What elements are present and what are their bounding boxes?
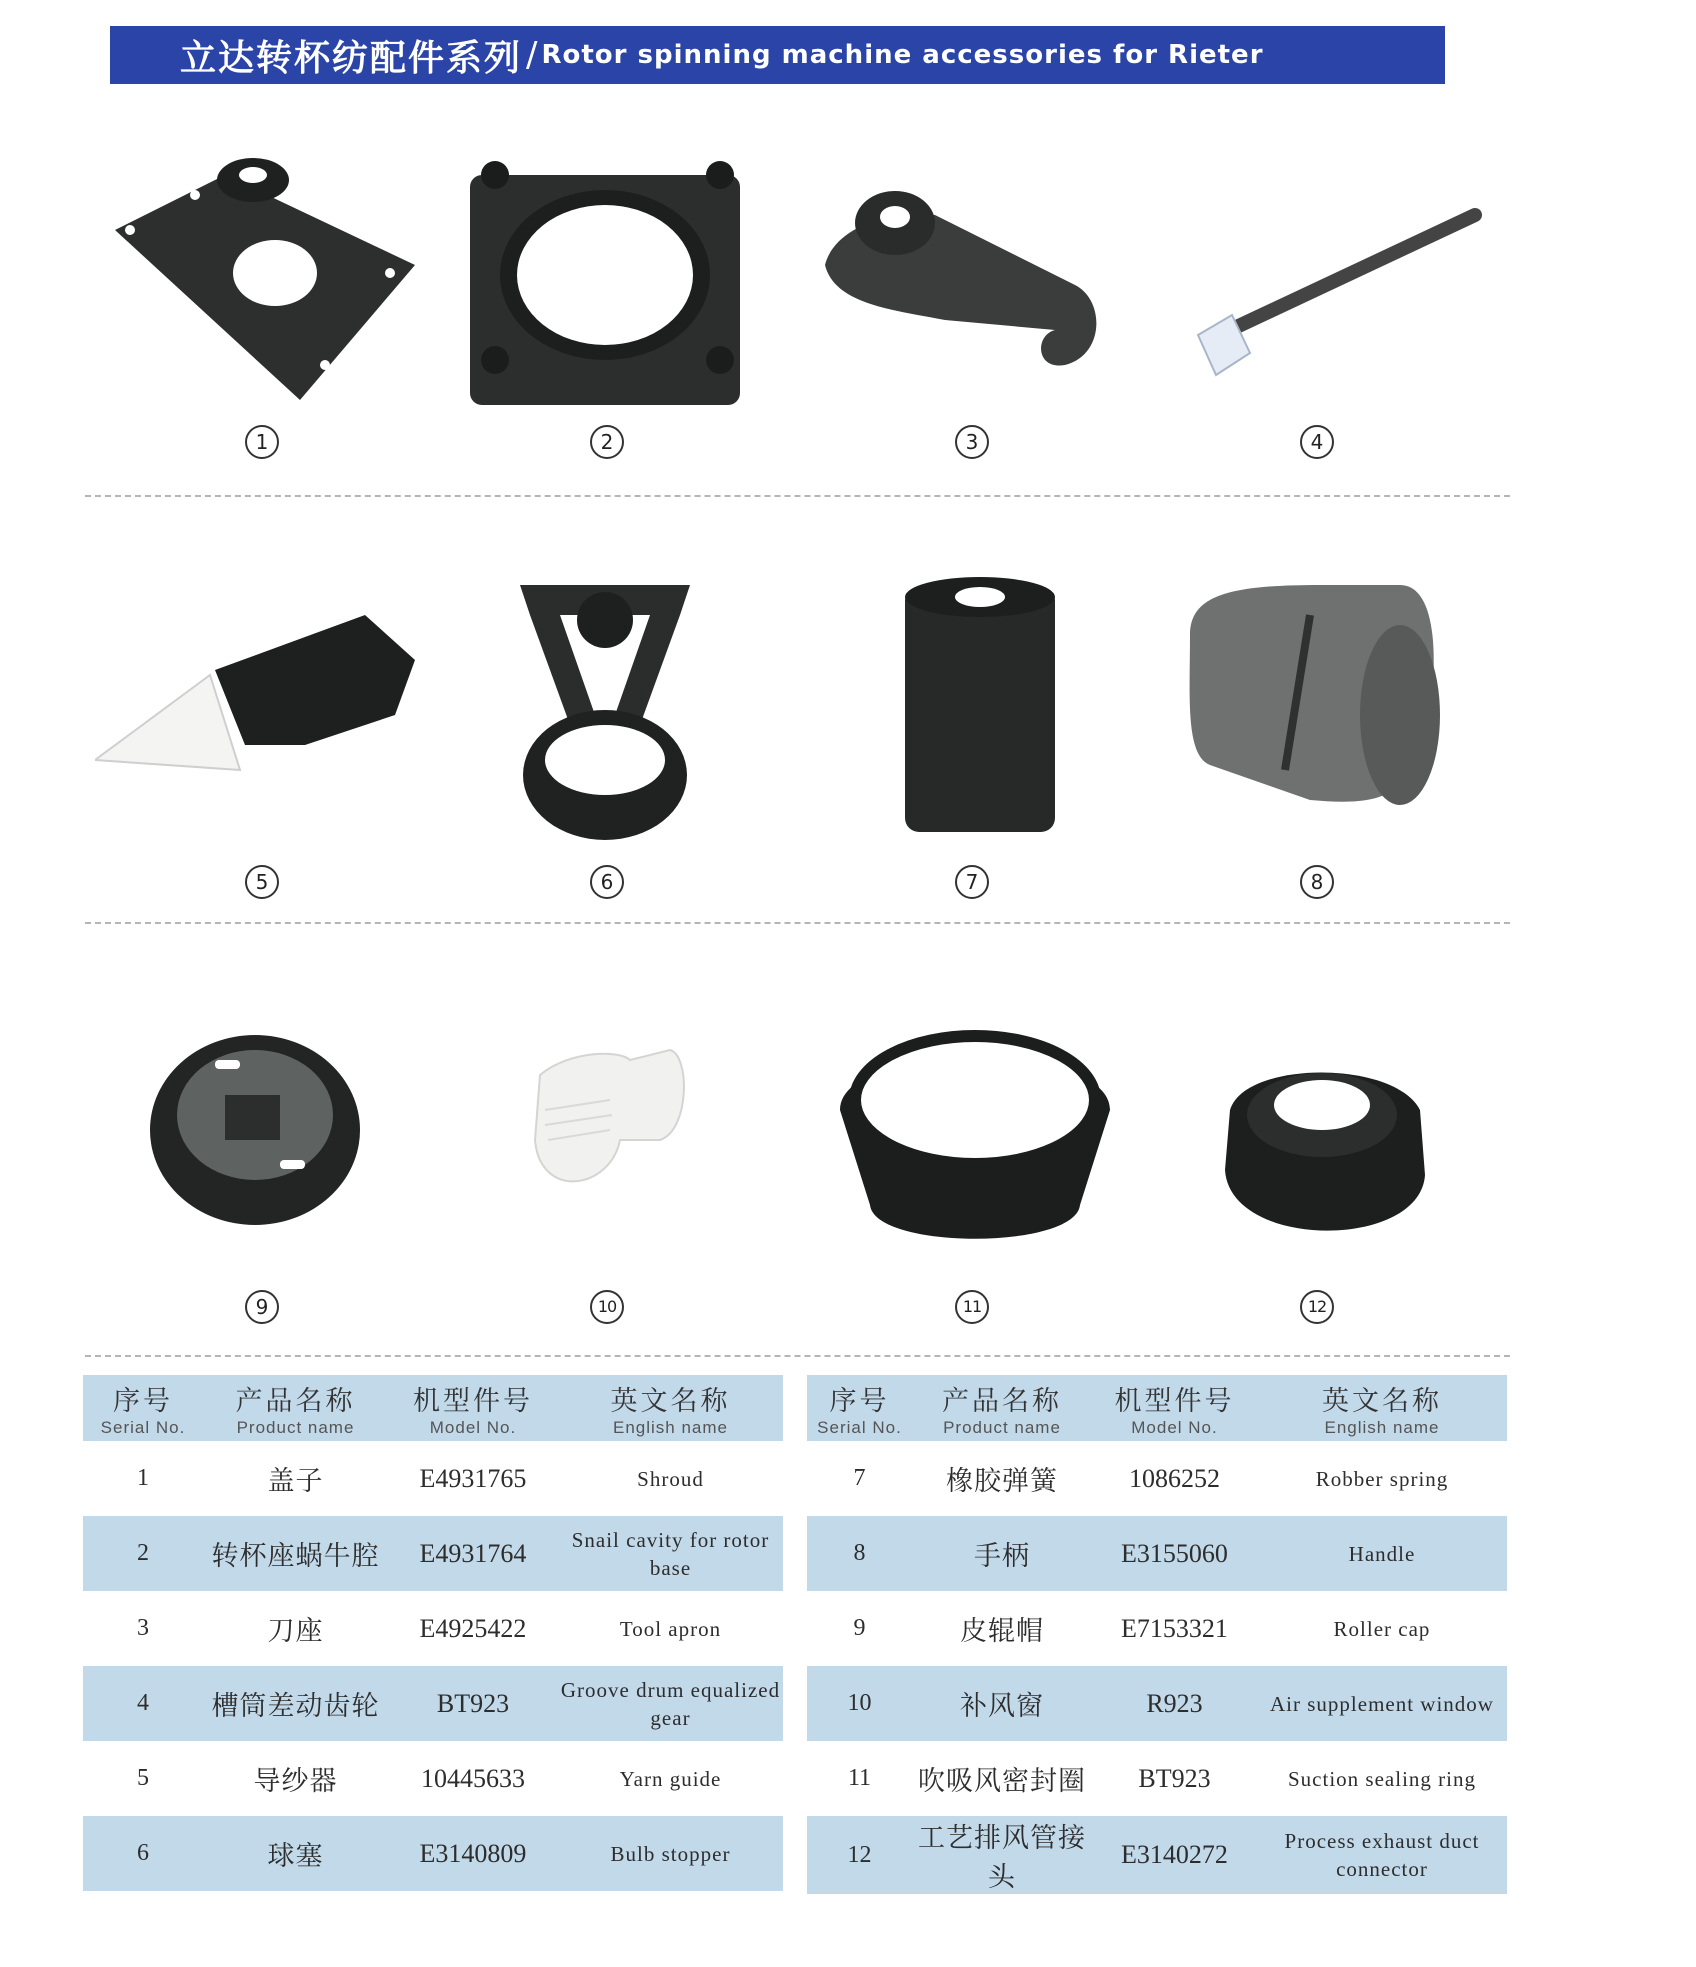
table-row — [807, 1441, 1507, 1516]
cell-serial: 12 — [807, 1816, 912, 1894]
header-model-no: 机型件号 Model No. — [1092, 1375, 1257, 1441]
cell-name-cn: 橡胶弹簧 — [946, 1466, 1058, 1496]
header-english-name: 英文名称 English name — [1257, 1375, 1507, 1441]
product-number-8: 8 — [1300, 865, 1334, 899]
table-row — [807, 1741, 1507, 1816]
cell-model: E3140809 — [388, 1816, 558, 1891]
header-model-no: 机型件号 Model No. — [388, 1375, 558, 1441]
divider-2 — [85, 922, 1510, 924]
cell-name-cn: 皮辊帽 — [960, 1616, 1044, 1646]
cell-serial: 2 — [83, 1516, 203, 1591]
cell-name-en: Snail cavity for rotor base — [558, 1516, 783, 1591]
cell-serial: 8 — [807, 1516, 912, 1591]
product-number-5: 5 — [245, 865, 279, 899]
cell-serial: 3 — [137, 1615, 149, 1641]
table-row — [83, 1516, 783, 1591]
product-3 — [805, 135, 1145, 465]
cell-serial: 10 — [807, 1666, 912, 1741]
parts-table-left — [83, 1375, 783, 1891]
exhaust-duct-connector-image — [1150, 1000, 1490, 1290]
table-row — [83, 1666, 783, 1741]
cell-name-en: Roller cap — [1333, 1616, 1431, 1641]
table-row — [807, 1666, 1507, 1741]
snail-cavity-image — [440, 135, 780, 425]
cell-name-en: Bulb stopper — [558, 1816, 783, 1891]
table-row — [807, 1516, 1507, 1591]
cell-name-cn: 补风窗 — [912, 1666, 1092, 1741]
cell-model: 10445633 — [421, 1763, 525, 1793]
cell-model: E4925422 — [419, 1613, 527, 1643]
parts-table-right — [807, 1375, 1507, 1894]
header-product-name: 产品名称 Product name — [912, 1375, 1092, 1441]
divider-3 — [85, 1355, 1510, 1357]
air-supplement-window-image — [440, 1000, 780, 1290]
cell-name-en: Yarn guide — [619, 1766, 722, 1791]
cell-serial: 9 — [853, 1615, 866, 1641]
product-9 — [95, 1000, 435, 1330]
header-separator: / — [526, 35, 538, 75]
cell-name-en: Air supplement window — [1257, 1666, 1507, 1741]
rubber-spring-image — [805, 575, 1145, 865]
product-7 — [805, 575, 1145, 905]
product-number-6: 6 — [590, 865, 624, 899]
handle-image — [1150, 575, 1490, 865]
product-number-7: 7 — [955, 865, 989, 899]
cell-model: E4931765 — [419, 1463, 527, 1493]
cell-name-cn: 转杯座蜗牛腔 — [203, 1516, 388, 1591]
cell-name-en: Suction sealing ring — [1288, 1766, 1476, 1791]
cell-name-en: Shroud — [637, 1466, 704, 1491]
cell-model: E3155060 — [1092, 1516, 1257, 1591]
product-11 — [805, 1000, 1145, 1330]
product-5 — [95, 575, 435, 905]
cell-name-en: Robber spring — [1315, 1466, 1449, 1491]
cell-serial: 1 — [137, 1465, 149, 1491]
product-number-12: 12 — [1300, 1290, 1334, 1324]
product-number-1: 1 — [245, 425, 279, 459]
cell-name-en: Process exhaust duct connector — [1257, 1816, 1507, 1894]
groove-drum-gear-image — [1150, 135, 1490, 425]
cell-model: E4931764 — [388, 1516, 558, 1591]
header-serial: 序号 Serial No. — [807, 1375, 912, 1441]
cell-model: 1086252 — [1129, 1463, 1220, 1493]
bulb-stopper-image — [440, 575, 780, 865]
cell-name-cn: 球塞 — [203, 1816, 388, 1891]
cell-name-cn: 手柄 — [912, 1516, 1092, 1591]
cell-model: E7153321 — [1121, 1613, 1228, 1643]
table-row — [83, 1441, 783, 1516]
cell-name-en: Tool apron — [619, 1616, 722, 1641]
cell-serial: 7 — [853, 1465, 866, 1491]
suction-sealing-ring-image — [805, 1000, 1145, 1290]
product-10 — [440, 1000, 780, 1330]
cell-name-cn: 工艺排风管接头 — [912, 1816, 1092, 1894]
cell-name-en: Groove drum equalized gear — [558, 1666, 783, 1741]
header-serial: 序号 Serial No. — [83, 1375, 203, 1441]
header-title-cn: 立达转杯纺配件系列 — [180, 37, 523, 79]
cell-serial: 11 — [847, 1765, 872, 1791]
product-12 — [1150, 1000, 1490, 1330]
product-number-11: 11 — [955, 1290, 989, 1324]
table-row — [807, 1591, 1507, 1666]
table-row — [83, 1816, 783, 1891]
product-2 — [440, 135, 780, 465]
product-number-4: 4 — [1300, 425, 1334, 459]
product-4 — [1150, 135, 1490, 465]
roller-cap-image — [95, 1000, 435, 1290]
table-row — [83, 1741, 783, 1816]
product-number-3: 3 — [955, 425, 989, 459]
cell-name-cn: 槽筒差动齿轮 — [203, 1666, 388, 1741]
header-product-name: 产品名称 Product name — [203, 1375, 388, 1441]
cell-model: BT923 — [388, 1666, 558, 1741]
product-number-9: 9 — [245, 1290, 279, 1324]
cell-serial: 4 — [83, 1666, 203, 1741]
table-header-row — [83, 1375, 783, 1441]
cell-name-cn: 盖子 — [267, 1466, 324, 1496]
yarn-guide-image — [95, 575, 435, 865]
table-row — [807, 1816, 1507, 1894]
product-8 — [1150, 575, 1490, 905]
divider-1 — [85, 495, 1510, 497]
cell-name-cn: 刀座 — [267, 1616, 324, 1646]
table-row — [83, 1591, 783, 1666]
cell-model: BT923 — [1138, 1763, 1211, 1793]
header-title-en: Rotor spinning machine accessories for Rieter — [541, 40, 1264, 70]
header-banner — [110, 26, 1445, 84]
shroud-image — [95, 135, 435, 425]
cell-model: E3140272 — [1092, 1816, 1257, 1894]
product-number-10: 10 — [590, 1290, 624, 1324]
cell-serial: 6 — [83, 1816, 203, 1891]
product-number-2: 2 — [590, 425, 624, 459]
cell-model: R923 — [1092, 1666, 1257, 1741]
product-1 — [95, 135, 435, 465]
table-header-row — [807, 1375, 1507, 1441]
product-6 — [440, 575, 780, 905]
tool-apron-image — [805, 135, 1145, 425]
cell-name-en: Handle — [1257, 1516, 1507, 1591]
cell-name-cn: 导纱器 — [253, 1766, 338, 1796]
header-english-name: 英文名称 English name — [558, 1375, 783, 1441]
cell-serial: 5 — [137, 1765, 149, 1791]
cell-name-cn: 吹吸风密封圈 — [918, 1766, 1086, 1796]
